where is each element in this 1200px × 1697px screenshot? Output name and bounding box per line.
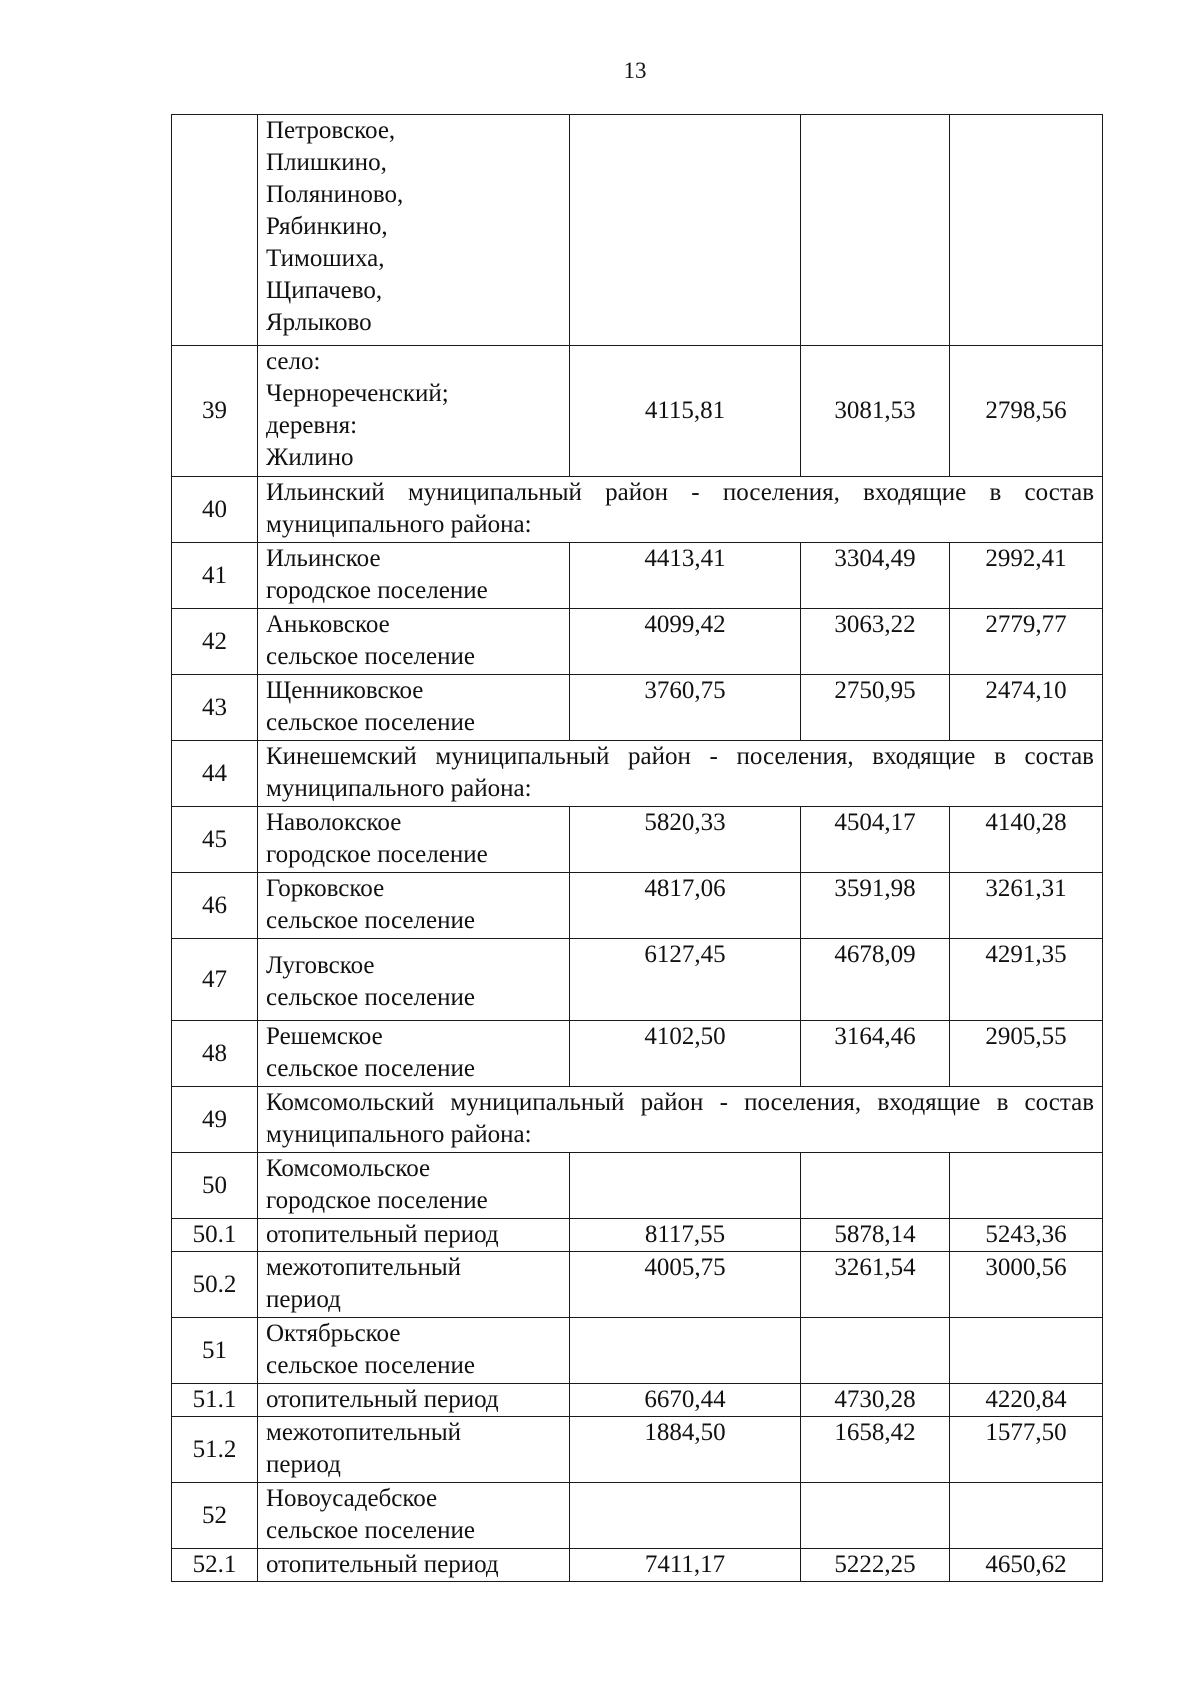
name-line: период [266, 1286, 341, 1313]
value-cell-2 [801, 1153, 950, 1219]
tariff-table [171, 114, 1103, 1582]
name-line: городское поселение [266, 577, 488, 604]
value-cell-3 [950, 115, 1103, 346]
value-cell-1: 7411,17 [570, 1549, 801, 1582]
name-line: Жилино [266, 444, 354, 471]
district-heading: Кинешемский муниципальный район - поселения, входящие в состав муниципального района: [258, 741, 1103, 807]
value-cell-2: 3081,53 [801, 346, 950, 477]
value-cell-2: 3591,98 [801, 873, 950, 939]
table-row [172, 1021, 1103, 1087]
table-row [172, 1219, 1103, 1252]
value-cell-2 [801, 115, 950, 346]
row-number: 51 [172, 1318, 258, 1384]
value-cell-2: 1658,42 [801, 1417, 950, 1483]
row-number: 48 [172, 1021, 258, 1087]
settlement-name [258, 873, 570, 939]
value-cell-1: 6127,45 [570, 939, 801, 1021]
value-cell-1 [570, 1318, 801, 1384]
name-line: Аньковское [266, 611, 390, 638]
row-number: 50.2 [172, 1252, 258, 1318]
name-line: городское поселение [266, 1187, 488, 1214]
row-number: 50.1 [172, 1219, 258, 1252]
table-row [172, 1153, 1103, 1219]
name-line: Рябинкино, [266, 213, 388, 240]
value-cell-3: 4650,62 [950, 1549, 1103, 1582]
table-row [172, 675, 1103, 741]
value-cell-3: 1577,50 [950, 1417, 1103, 1483]
value-cell-2: 5878,14 [801, 1219, 950, 1252]
row-number [172, 115, 258, 346]
row-number: 47 [172, 939, 258, 1021]
value-cell-1 [570, 115, 801, 346]
row-number: 42 [172, 609, 258, 675]
settlement-name [258, 1021, 570, 1087]
value-cell-1 [570, 1153, 801, 1219]
name-line: Щенниковское [266, 677, 424, 704]
value-cell-1: 4099,42 [570, 609, 801, 675]
value-cell-1 [570, 1483, 801, 1549]
row-number: 49 [172, 1087, 258, 1153]
value-cell-3: 2798,56 [950, 346, 1103, 477]
value-cell-3 [950, 1153, 1103, 1219]
table-row [172, 1417, 1103, 1483]
name-line: Петровское, [266, 117, 396, 144]
name-line: Комсомольское [266, 1155, 431, 1182]
table-row [172, 741, 1103, 807]
table-row [172, 1318, 1103, 1384]
name-line: сельское поселение [266, 907, 475, 934]
value-cell-1: 8117,55 [570, 1219, 801, 1252]
name-line: Горковское [266, 875, 385, 902]
value-cell-2: 5222,25 [801, 1549, 950, 1582]
name-line: Новоусадебское [266, 1485, 438, 1512]
settlement-name [258, 939, 570, 1021]
value-cell-3: 4291,35 [950, 939, 1103, 1021]
value-cell-2: 3063,22 [801, 609, 950, 675]
value-cell-1: 4817,06 [570, 873, 801, 939]
name-line: Наволокское [266, 809, 402, 836]
table-row [172, 1087, 1103, 1153]
value-cell-2: 4504,17 [801, 807, 950, 873]
name-line: сельское поселение [266, 984, 475, 1011]
row-number: 46 [172, 873, 258, 939]
value-cell-3: 2905,55 [950, 1021, 1103, 1087]
settlement-name [258, 1318, 570, 1384]
name-line: деревня: [266, 412, 358, 439]
value-cell-2: 4678,09 [801, 939, 950, 1021]
value-cell-2 [801, 1483, 950, 1549]
table-row [172, 543, 1103, 609]
table-row [172, 609, 1103, 675]
value-cell-1: 1884,50 [570, 1417, 801, 1483]
value-cell-1: 4005,75 [570, 1252, 801, 1318]
name-line: сельское поселение [266, 643, 475, 670]
row-number: 51.1 [172, 1384, 258, 1417]
settlement-name [258, 609, 570, 675]
name-line: межотопительный [266, 1254, 462, 1281]
settlement-name [258, 1483, 570, 1549]
row-number: 41 [172, 543, 258, 609]
name-line: Поляниново, [266, 181, 404, 208]
value-cell-2: 2750,95 [801, 675, 950, 741]
value-cell-3: 3261,31 [950, 873, 1103, 939]
value-cell-2: 3304,49 [801, 543, 950, 609]
name-line: межотопительный [266, 1419, 462, 1446]
table-row [172, 807, 1103, 873]
settlement-name [258, 1153, 570, 1219]
tariff-table-body [172, 115, 1103, 1582]
name-line: Ярлыково [266, 309, 372, 336]
settlement-name [258, 346, 570, 477]
settlement-name [258, 1252, 570, 1318]
settlement-name [258, 543, 570, 609]
name-line: Тимошиха, [266, 245, 385, 272]
settlement-name [258, 115, 570, 346]
table-row [172, 1384, 1103, 1417]
value-cell-1: 4102,50 [570, 1021, 801, 1087]
value-cell-1: 4413,41 [570, 543, 801, 609]
value-cell-3: 4220,84 [950, 1384, 1103, 1417]
value-cell-3: 5243,36 [950, 1219, 1103, 1252]
value-cell-3: 3000,56 [950, 1252, 1103, 1318]
district-heading: Комсомольский муниципальный район - поселения, входящие в состав муниципального района: [258, 1087, 1103, 1153]
name-line: отопительный период [266, 1386, 499, 1413]
settlement-name [258, 675, 570, 741]
settlement-name [258, 1219, 570, 1252]
table-row [172, 346, 1103, 477]
name-line: сельское поселение [266, 1517, 475, 1544]
value-cell-1: 3760,75 [570, 675, 801, 741]
value-cell-3 [950, 1483, 1103, 1549]
value-cell-2: 3164,46 [801, 1021, 950, 1087]
table-row [172, 1252, 1103, 1318]
name-line: село: [266, 348, 321, 375]
value-cell-3: 2779,77 [950, 609, 1103, 675]
settlement-name [258, 1549, 570, 1582]
name-line: отопительный период [266, 1221, 499, 1248]
row-number: 44 [172, 741, 258, 807]
name-line: отопительный период [266, 1551, 499, 1578]
value-cell-3: 4140,28 [950, 807, 1103, 873]
value-cell-1: 5820,33 [570, 807, 801, 873]
name-line: городское поселение [266, 841, 488, 868]
name-line: Октябрьское [266, 1320, 401, 1347]
table-row [172, 477, 1103, 543]
row-number: 43 [172, 675, 258, 741]
settlement-name [258, 1417, 570, 1483]
value-cell-2: 3261,54 [801, 1252, 950, 1318]
value-cell-3: 2992,41 [950, 543, 1103, 609]
name-line: Щипачево, [266, 277, 383, 304]
name-line: сельское поселение [266, 1055, 475, 1082]
row-number: 50 [172, 1153, 258, 1219]
table-row [172, 939, 1103, 1021]
value-cell-3: 2474,10 [950, 675, 1103, 741]
row-number: 45 [172, 807, 258, 873]
name-line: Решемское [266, 1023, 383, 1050]
name-line: Плишкино, [266, 149, 387, 176]
name-line: Чернореченский; [266, 380, 449, 407]
name-line: сельское поселение [266, 709, 475, 736]
row-number: 39 [172, 346, 258, 477]
value-cell-3 [950, 1318, 1103, 1384]
district-heading: Ильинский муниципальный район - поселения, входящие в состав муниципального района: [258, 477, 1103, 543]
table-row [172, 115, 1103, 346]
table-row [172, 1549, 1103, 1582]
table-row [172, 1483, 1103, 1549]
name-line: период [266, 1451, 341, 1478]
name-line: Луговское [266, 952, 375, 979]
page-number: 13 [623, 58, 647, 83]
value-cell-1: 6670,44 [570, 1384, 801, 1417]
name-line: Ильинское [266, 545, 381, 572]
row-number: 40 [172, 477, 258, 543]
settlement-name [258, 807, 570, 873]
row-number: 52 [172, 1483, 258, 1549]
value-cell-1: 4115,81 [570, 346, 801, 477]
settlement-name [258, 1384, 570, 1417]
row-number: 51.2 [172, 1417, 258, 1483]
row-number: 52.1 [172, 1549, 258, 1582]
value-cell-2: 4730,28 [801, 1384, 950, 1417]
value-cell-2 [801, 1318, 950, 1384]
name-line: сельское поселение [266, 1352, 475, 1379]
table-row [172, 873, 1103, 939]
